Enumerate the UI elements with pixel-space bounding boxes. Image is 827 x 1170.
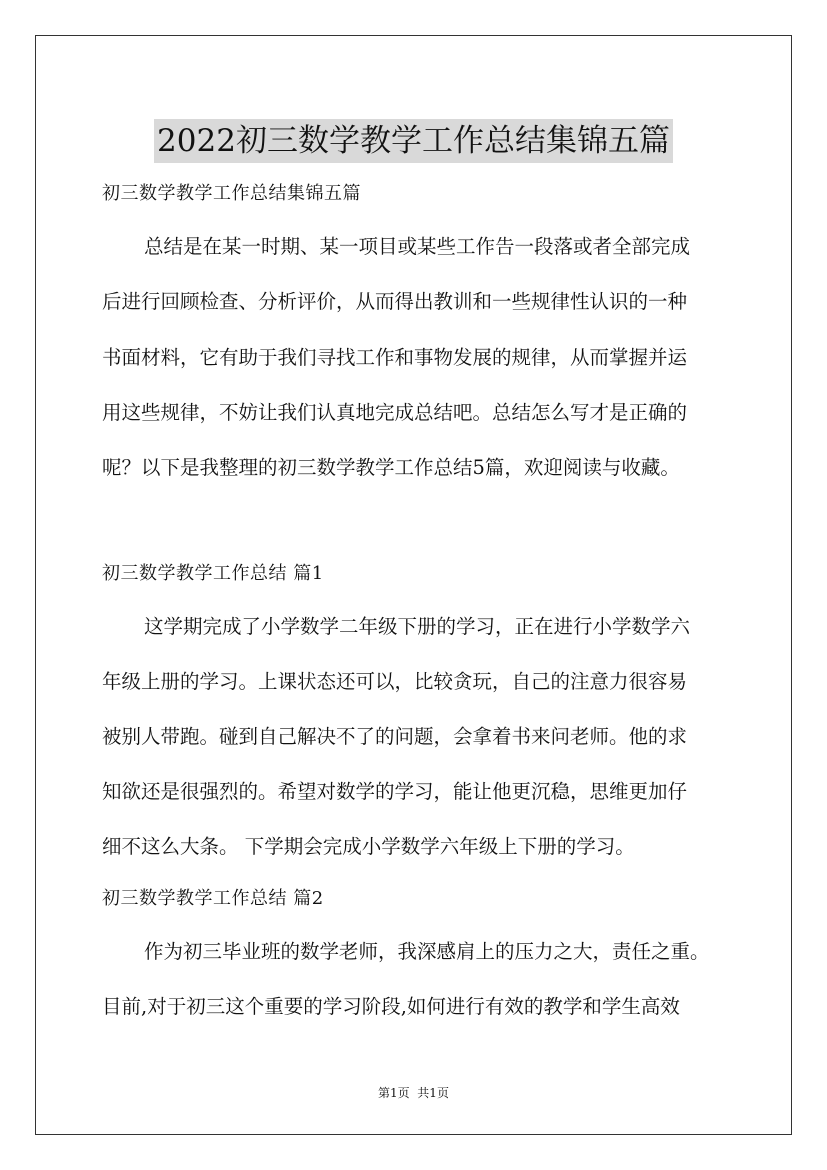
section-1-line-5: 细不这么大条。 下学期会完成小学数学六年级上下册的学习。 [102, 835, 635, 858]
document-subtitle: 初三数学教学工作总结集锦五篇 [102, 183, 361, 204]
intro-line-4: 用这些规律，不妨让我们认真地完成总结吧。总结怎么写才是正确的 [102, 401, 688, 424]
intro-line-2: 后进行回顾检查、分析评价，从而得出教训和一些规律性认识的一种 [102, 290, 688, 313]
section-1-line-4: 知欲还是很强烈的。希望对数学的学习，能让他更沉稳，思维更加仔 [102, 780, 688, 803]
section-1-line-1: 这学期完成了小学数学二年级下册的学习，正在进行小学数学六 [144, 615, 691, 638]
section-1-line-2: 年级上册的学习。上课状态还可以，比较贪玩，自己的注意力很容易 [102, 670, 688, 693]
intro-line-3: 书面材料，它有助于我们寻找工作和事物发展的规律，从而掌握并运 [102, 346, 688, 369]
section-2-heading: 初三数学教学工作总结 篇2 [102, 888, 324, 909]
section-1-heading: 初三数学教学工作总结 篇1 [102, 563, 324, 584]
section-1-line-3: 被别人带跑。碰到自己解决不了的问题，会拿着书来问老师。他的求 [102, 725, 688, 748]
title-container [0, 98, 827, 184]
section-2-line-2: 目前,对于初三这个重要的学习阶段,如何进行有效的教学和学生高效 [102, 995, 680, 1018]
page-footer: 第1页 共1页 [378, 1086, 449, 1100]
document-title: 2022初三数学教学工作总结集锦五篇 [154, 119, 673, 163]
intro-line-5: 呢？以下是我整理的初三数学教学工作总结5篇，欢迎阅读与收藏。 [102, 456, 680, 479]
section-2-line-1: 作为初三毕业班的数学老师，我深感肩上的压力之大，责任之重。 [144, 940, 710, 963]
intro-line-1: 总结是在某一时期、某一项目或某些工作告一段落或者全部完成 [144, 235, 691, 258]
